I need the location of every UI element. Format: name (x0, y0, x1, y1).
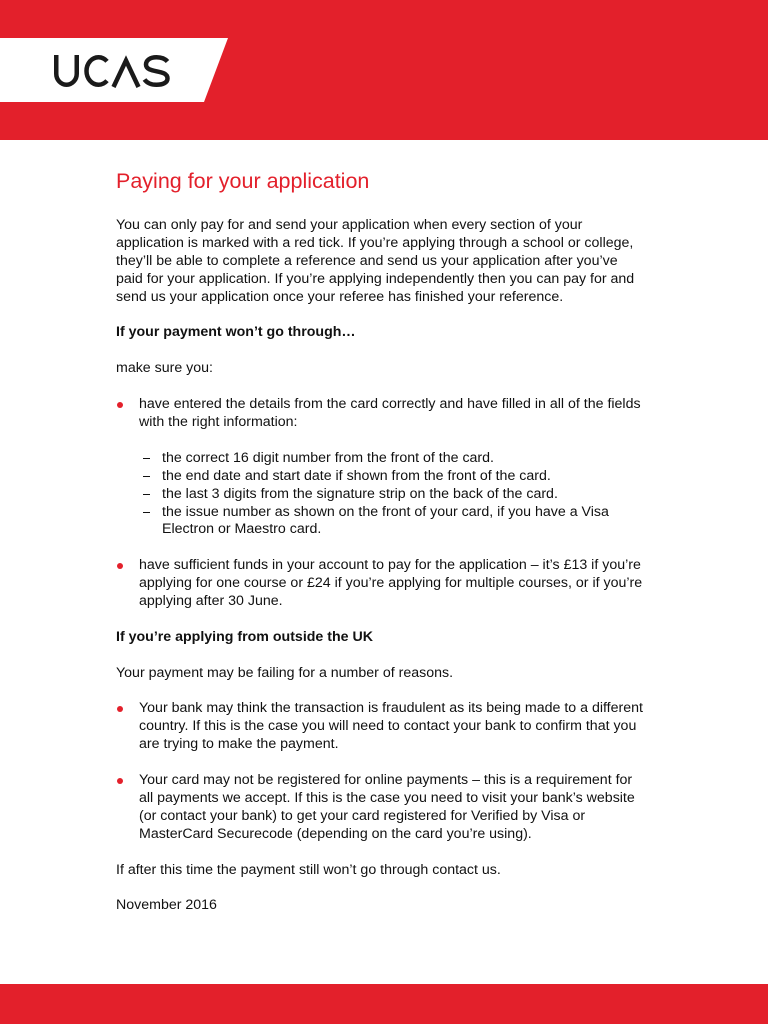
bullet-dot (117, 706, 123, 712)
logo-panel (0, 0, 240, 140)
detail-item (116, 504, 716, 540)
bullet-line: country. If this is the case you will need to contact your bank to confirm that you (139, 718, 637, 735)
detail-item (116, 468, 716, 486)
detail-line: Electron or Maestro card. (162, 521, 322, 538)
bullet-line: applying after 30 June. (139, 593, 283, 610)
intro-paragraph (116, 217, 716, 307)
closing-text: If after this time the payment still won’t go through contact us. (116, 861, 501, 878)
bullet-line: Your bank may think the transaction is fraudulent as its being made to a different (139, 700, 643, 717)
payment-heading: If your payment won’t go through… (116, 324, 356, 341)
intro-line: send us your application once your referee has finished your reference. (116, 288, 564, 305)
bullet-line: with the right information: (139, 413, 298, 430)
document-date: November 2016 (116, 897, 217, 914)
bullet-item (116, 772, 716, 844)
footer-band (0, 984, 768, 1024)
bullet-item (116, 396, 716, 432)
logo-background (0, 38, 228, 102)
bullet-line: (or contact your bank) to get your card registered for Verified by Visa or (139, 807, 586, 824)
bullet-line: have sufficient funds in your account to pay for the application – it’s £13 if you’re (139, 557, 641, 574)
bullet-dot (117, 563, 123, 569)
dash-marker (143, 476, 150, 477)
detail-item (116, 486, 716, 504)
bullet-dot (117, 778, 123, 784)
bullet-line: applying for one course or £24 if you’re applying for multiple courses, or if you’re (139, 575, 643, 592)
bullet-line: have entered the details from the card correctly and have filled in all of the fields (139, 396, 641, 413)
intro-line: they’ll be able to complete a reference and send us your application after you’ve (116, 252, 618, 269)
dash-marker (143, 494, 150, 495)
make-sure-text: make sure you: (116, 360, 213, 377)
detail-line: the end date and start date if shown from the front of the card. (162, 467, 551, 484)
detail-line: the last 3 digits from the signature strip on the back of the card. (162, 485, 558, 502)
bullet-line: all payments we accept. If this is the case you need to visit your bank’s website (139, 790, 635, 806)
dash-marker (143, 512, 150, 513)
header-band (0, 0, 768, 140)
intro-line: application is marked with a red tick. If you’re applying through a school or college, (116, 234, 634, 251)
reasons-intro: Your payment may be failing for a number of reasons. (116, 664, 454, 681)
detail-line: the issue number as shown on the front of your card, if you have a Visa (162, 503, 609, 520)
outside-uk-heading: If you’re applying from outside the UK (116, 628, 373, 645)
bullet-line: are trying to make the payment. (139, 736, 339, 753)
bullet-line: MasterCard Securecode (depending on the card you’re using). (139, 825, 532, 842)
bullet-item (116, 557, 716, 611)
intro-line: You can only pay for and send your application when every section of your (116, 217, 583, 233)
intro-line: paid for your application. If you’re applying independently then you can pay for and (116, 270, 635, 287)
page-title: Paying for your application (116, 169, 370, 193)
detail-item (116, 450, 716, 468)
dash-marker (143, 458, 150, 459)
document-body (116, 217, 716, 915)
bullet-item (116, 700, 716, 754)
bullet-dot (117, 402, 123, 408)
bullet-line: Your card may not be registered for online payments – this is a requirement for (139, 772, 633, 789)
card-details-list (116, 450, 716, 540)
detail-line: the correct 16 digit number from the front of the card. (162, 449, 494, 466)
